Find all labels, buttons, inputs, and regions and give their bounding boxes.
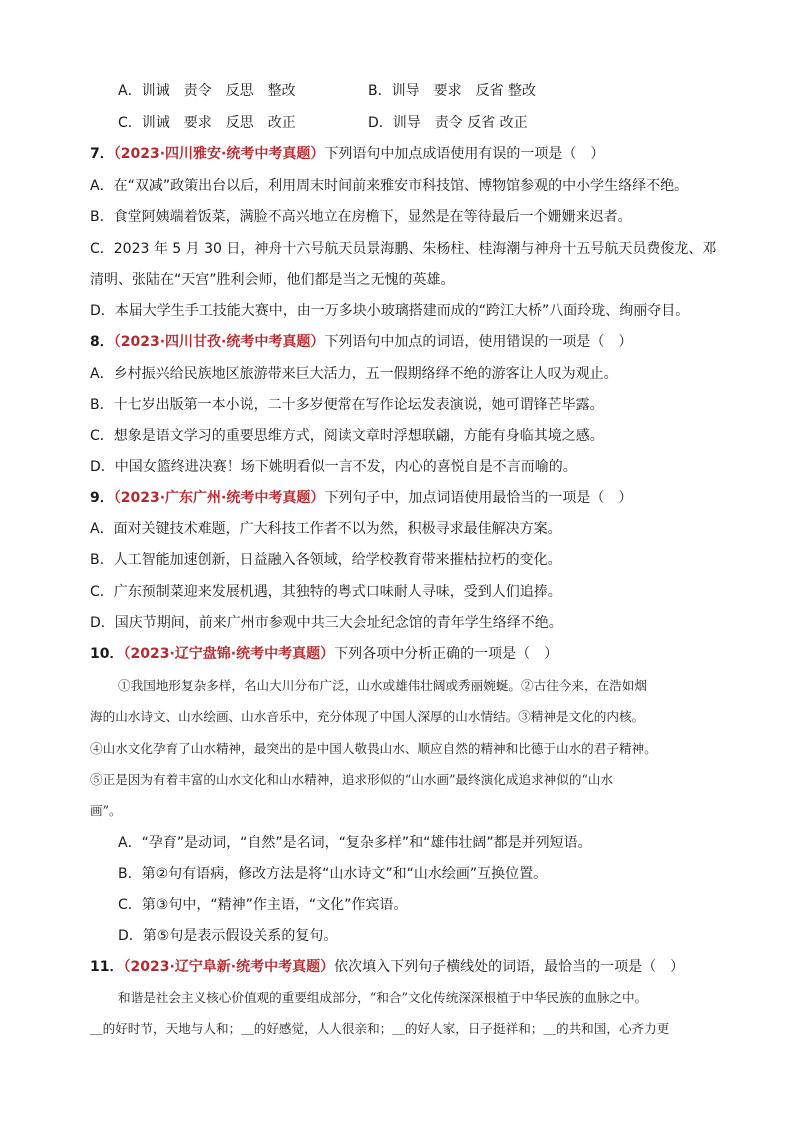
q7-option-a: A．在“双减”政策出台以后，利用周末时间前来雅安市科技馆、博物馆参观的中小学生络绎不绝。 [90, 178, 689, 194]
q9-option-d: D．国庆节期间，前来广州市参观中共三大会址纪念馆的青年学生络绎不绝。 [90, 615, 563, 631]
q8-option-a: A．乡村振兴给民族地区旅游带来巨大活力，五一假期络绎不绝的游客让人叹为观止。 [90, 366, 618, 382]
q7-option-c-line-2: 清明、张陆在“天宫”胜利会师，他们都是当之无愧的英雄。 [90, 272, 455, 288]
q6-option-c: C．训诫 要求 反思 改正 [118, 115, 296, 131]
q8-option-c: C．想象是语文学习的重要思维方式，阅读文章时浮想联翩，方能有身临其境之感。 [90, 428, 604, 444]
q8-number: 8． [90, 334, 114, 350]
q10-option-b: B．第②句有语病，修改方法是将“山水诗文”和“山水绘画”互换位置。 [118, 866, 548, 882]
q6-option-a: A．训诫 责令 反思 整改 [118, 83, 296, 99]
q7-source: （2023·四川雅安·统考中考真题） [113, 146, 325, 162]
q8-source: （2023·四川甘孜·统考中考真题） [113, 334, 325, 350]
q10-stem [90, 644, 720, 664]
q9-source: （2023·广东广州·统考中考真题） [113, 490, 325, 506]
q6-option-d: D．训导 责令 反省 改正 [368, 115, 528, 131]
q6-options-row-2 [118, 113, 748, 133]
q10-passage-line: ④山水文化孕育了山水精神，最突出的是中国人敬畏山水、顺应自然的精神和比德于山水的君子精神。 [90, 741, 657, 756]
q6-options-row-1 [118, 81, 748, 101]
q10-passage-line: ①我国地形复杂多样，名山大川分布广泛，山水或雄伟壮阔或秀丽婉蜒。②古往今来，在浩如烟 [118, 678, 647, 693]
q10-option-d: D．第⑤句是表示假设关系的复句。 [118, 928, 338, 944]
q8-question: 下列语句中加点的词语，使用错误的一项是（ ） [324, 334, 633, 350]
q10-option-c: C．第③句中，“精神”作主语，“文化”作宾语。 [118, 897, 408, 913]
q9-option-b: B．人工智能加速创新，日益融入各领域，给学校教育带来摧枯拉朽的变化。 [90, 552, 562, 568]
q10-option-a: A．“孕育”是动词，“自然”是名词，“复杂多样”和“雄伟壮阔”都是并列短语。 [118, 835, 592, 851]
q11-source: （2023·辽宁阜新·统考中考真题） [123, 959, 335, 975]
q7-stem [90, 144, 720, 164]
q10-number: 10． [90, 646, 124, 662]
q8-option-d: D．中国女篮终进决赛！场下姚明看似一言不发，内心的喜悦自是不言而喻的。 [90, 459, 577, 475]
q8-stem [90, 332, 720, 352]
q11-question: 依次填入下列句子横线处的词语，最恰当的一项是（ ） [334, 959, 685, 975]
q10-source: （2023·辽宁盘锦·统考中考真题） [123, 646, 335, 662]
q7-option-c-line-1: C．2023 年 5 月 30 日，神舟十六号航天员景海鹏、朱杨柱、桂海潮与神舟十五号航天员费俊龙、邓 [90, 241, 717, 257]
q6-option-b: B．训导 要求 反省 整改 [368, 83, 537, 99]
q9-number: 9． [90, 490, 114, 506]
q7-question: 下列语句中加点成语使用有误的一项是（ ） [324, 146, 605, 162]
q11-stem [90, 957, 720, 977]
q10-question: 下列各项中分析正确的一项是（ ） [334, 646, 559, 662]
q9-option-c: C．广东预制菜迎来发展机遇，其独特的粤式口味耐人寻味，受到人们追捧。 [90, 584, 562, 600]
q9-stem [90, 488, 720, 508]
q9-question: 下列句子中，加点词语使用最恰当的一项是（ ） [324, 490, 633, 506]
q11-number: 11． [90, 959, 124, 975]
q8-option-b: B．十七岁出版第一本小说，二十多岁便常在写作论坛发表演说，她可谓锋芒毕露。 [90, 397, 604, 413]
q10-passage-line: 海的山水诗文、山水绘画、山水音乐中，充分体现了中国人深厚的山水情结。③精神是文化的内核。 [90, 709, 645, 724]
q9-option-a: A．面对关键技术难题，广大科技工作者不以为然，积极寻求最佳解决方案。 [90, 521, 562, 537]
q10-passage-line: ⑤正是因为有着丰富的山水文化和山水精神，追求形似的“山水画”最终演化成追求神似的“山水 [90, 772, 614, 787]
q11-passage-line: 和谐是社会主义核心价值观的重要组成部分，“和合”文化传统深深根植于中华民族的血脉之中。 [118, 990, 648, 1005]
q7-option-b: B．食堂阿姨端着饭菜，满脸不高兴地立在房檐下，显然是在等待最后一个姗姗来迟者。 [90, 209, 632, 225]
q10-passage-line: 画”。 [90, 803, 122, 818]
q11-passage-line: ＿的好时节，天地与人和；＿的好感觉，人人很亲和；＿的好人家，日子挺祥和；＿的共和国，心齐力更 [90, 1021, 670, 1036]
q7-option-d: D．本届大学生手工技能大赛中，由一万多块小玻璃搭建而成的“跨江大桥”八面玲珑、绚丽夺目。 [90, 303, 690, 319]
q7-number: 7． [90, 146, 114, 162]
